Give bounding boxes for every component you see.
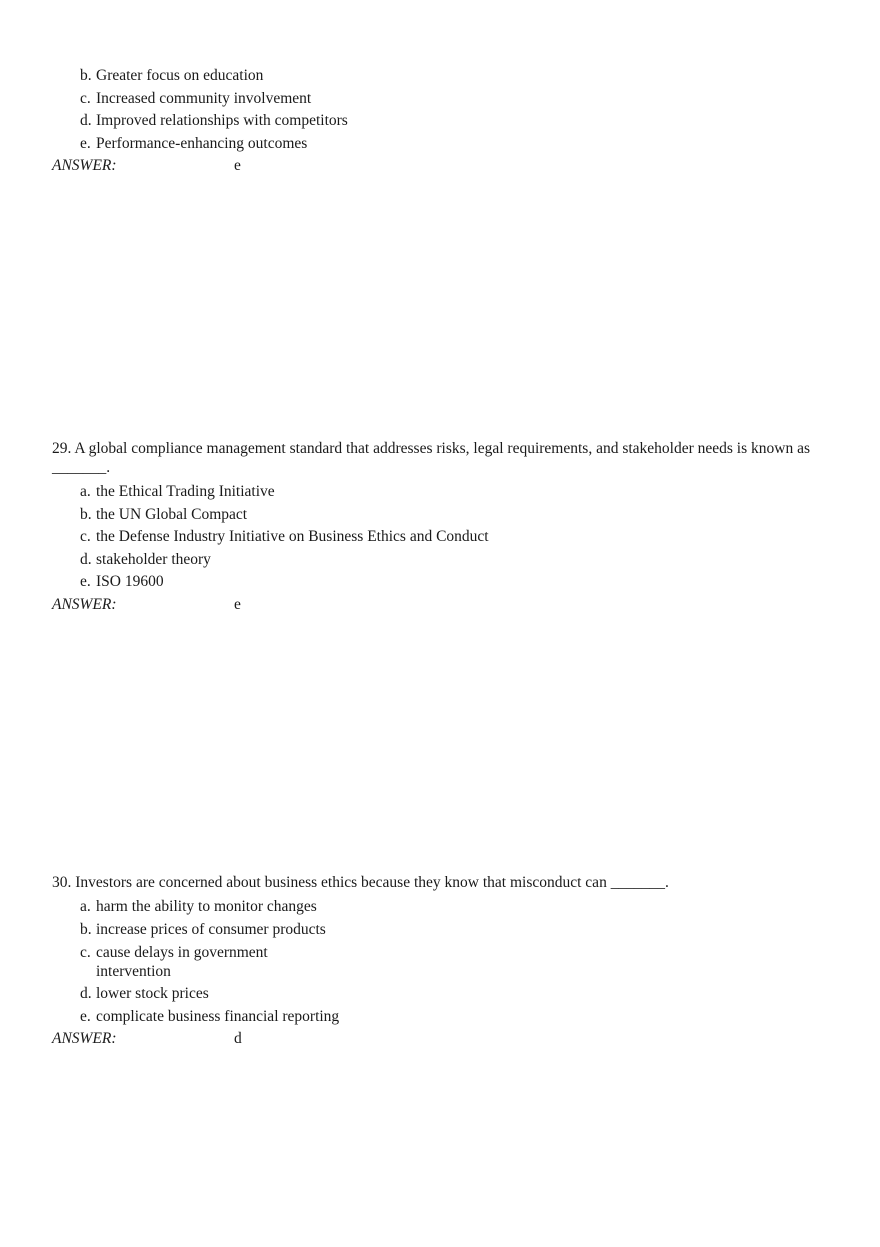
option-c (80, 526, 880, 549)
option-text: complicate business financial reporting (96, 1007, 340, 1025)
option-text: Increased community involvement (96, 89, 312, 107)
option-letter: a. (80, 483, 91, 500)
option-text: increase prices of consumer products (96, 920, 326, 938)
answer-value: e (234, 157, 241, 175)
option-text: harm the ability to monitor changes (96, 898, 317, 915)
option-text: the UN Global Compact (96, 505, 248, 523)
option-e (80, 1006, 880, 1029)
answer-value: d (234, 1030, 242, 1048)
option-a (80, 896, 880, 919)
question-29 (0, 439, 880, 616)
option-text: Performance-enhancing outcomes (96, 134, 308, 152)
question-stem: 29. A global compliance management standard that addresses risks, legal requirements, and stakeholder needs is known as _______. (52, 440, 811, 476)
option-letter: c. (80, 528, 91, 546)
option-letter: a. (80, 898, 91, 915)
option-text: ISO 19600 (96, 573, 164, 591)
option-c (80, 941, 280, 981)
option-letter: d. (80, 550, 92, 568)
option-letter: e. (80, 573, 91, 591)
answer-row (0, 594, 880, 616)
answer-value: e (234, 595, 241, 613)
option-letter: c. (80, 944, 91, 962)
option-e (80, 133, 880, 156)
option-letter: e. (80, 1007, 91, 1025)
answer-options (0, 65, 880, 155)
option-letter: e. (80, 134, 91, 152)
option-text: stakeholder theory (96, 550, 211, 568)
option-b (80, 504, 880, 527)
answer-label: ANSWER: (52, 595, 117, 613)
question-stem: 30. Investors are concerned about business ethics because they know that misconduct can _______. (52, 874, 669, 891)
option-letter: d. (80, 985, 92, 1003)
option-text: Greater focus on education (96, 67, 264, 84)
option-a (80, 481, 880, 504)
answer-row (0, 155, 880, 177)
option-d (80, 549, 880, 572)
option-letter: c. (80, 89, 91, 107)
option-b (80, 65, 880, 88)
question-28 (0, 65, 880, 177)
option-c (80, 88, 880, 111)
option-text: Improved relationships with competitors (96, 112, 348, 130)
option-letter: b. (80, 505, 92, 523)
option-d (80, 110, 880, 133)
answer-label: ANSWER: (52, 1030, 117, 1048)
answer-options (0, 896, 880, 1028)
option-letter: b. (80, 67, 92, 84)
question-30 (0, 873, 880, 1050)
answer-options (0, 481, 880, 594)
option-text: lower stock prices (96, 985, 209, 1003)
answer-label: ANSWER: (52, 157, 117, 175)
option-text: the Defense Industry Initiative on Business Ethics and Conduct (96, 528, 489, 546)
option-text: cause delays in government intervention (96, 944, 268, 981)
option-letter: b. (80, 920, 92, 938)
option-text: the Ethical Trading Initiative (96, 483, 275, 500)
option-e (80, 571, 880, 594)
option-d (80, 983, 880, 1006)
option-b (80, 919, 880, 942)
option-letter: d. (80, 112, 92, 130)
answer-row (0, 1028, 880, 1050)
